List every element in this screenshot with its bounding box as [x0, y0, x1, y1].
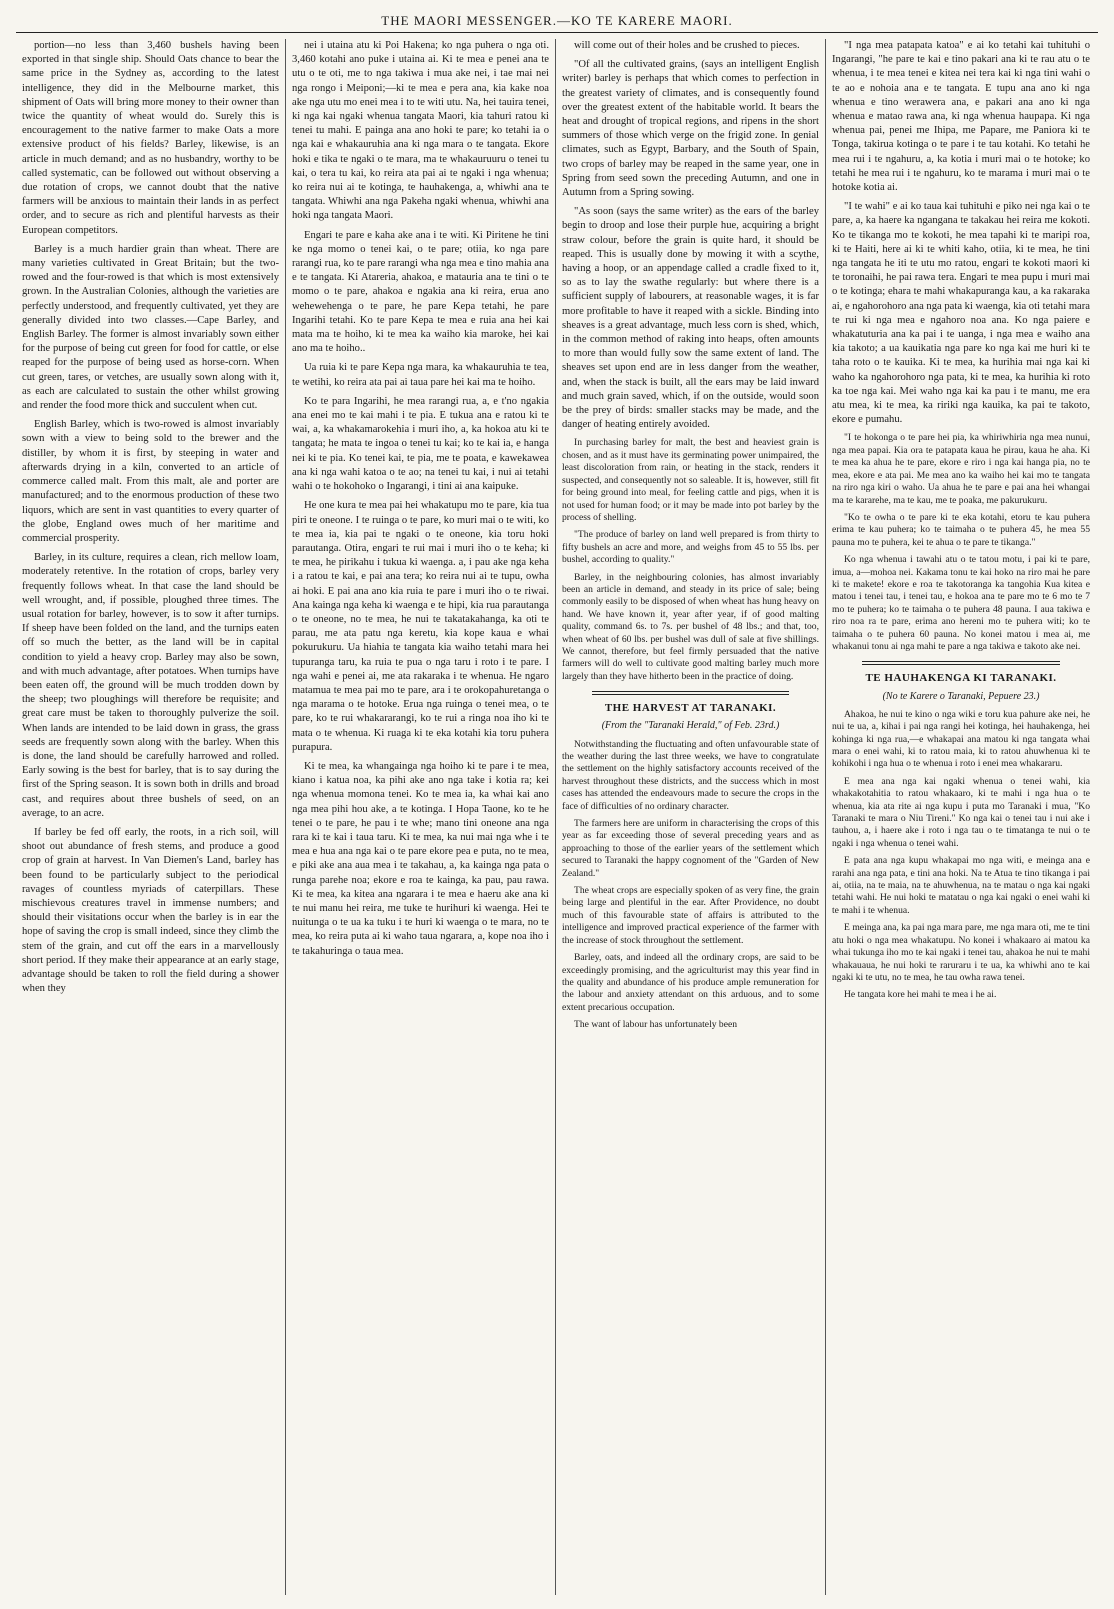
paragraph: E meinga ana, ka pai nga mara pare, me nga mara oti, me te tini atu hoki o nga mea whakatupu. No konei i whakaaro ai matou ka whai tukunga iho mo te kai ngaki i tenei tau, ahakoa he nui te mahi whakauaua, he nui hoki te raruraru i te ua, ka whiwhi ano te kai ngaki ki te utu, no te mea, he tau owha rawa tenei. — [832, 922, 1090, 983]
small-print-section — [562, 437, 819, 683]
paragraph: "I te hokonga o te pare hei pia, ka whiriwhiria nga mea nunui, nga mea papai. Kia ora te patapata kaua he pirau, kaua he aha. Ki te mea ka ahua he te pare, ekore e riro i nga kai hanga pia, no te mea, ekore e ata pai. Me mea ano ka waiho hei kai mo te tangata na riro nga kiri o waho. Ua ahua he te pare e pai ana hei whangai ma te kararehe, ma te kau, me te poaka, me pakurukuru. — [832, 432, 1090, 506]
paragraph: In purchasing barley for malt, the best and heaviest grain is chosen, and as it must have its germinating power unimpaired, the least discoloration from rain, or heating in the stack, renders it suspected, and consequently not so saleable. It is, however, still fit for being ground into meal, for feeling cattle and pigs, when it is not used for human food; or it may be made into pot barley by the process of shelling. — [562, 437, 819, 523]
paragraph: Ua ruia ki te pare Kepa nga mara, ka whakauruhia te tea, te wetihi, ko reira ata pai ai taua pare hei kai ma te hoiho. — [292, 362, 549, 388]
paragraph: The wheat crops are especially spoken of as very fine, the grain being large and plentiful in the ear. After Providence, no doubt much of this favourable state of affairs is attributed to the intelligence and improved practical experience of the farmer with the increase of stock throughout the settlement. — [562, 885, 819, 946]
article-heading: THE HARVEST AT TARANAKI. — [604, 702, 777, 715]
paragraph: "Ko te owha o te pare ki te eka kotahi, etoru te kau puhera erima te kau puhera; ko te taimaha o te puhera 45, he mea 55 pauna mo te puhera, kei te ahua o te pare te tikanga." — [832, 511, 1090, 548]
paragraph: nei i utaina atu ki Poi Hakena; ko nga puhera o nga oti. 3,460 kotahi ano puke i utaina ai. Ki te mea e penei ana te utu o te oti, me to nga takiwa i mua ake nei, i tae mai nei nga rongo i Meiponi;—ki te mea e pera ana, kia kake noa ake nga utu mo enei mea i to te witi utu. Na, hei tauira tenei, ki nga kai ngaki whenua tangata Maori, kia tahuri ratou ki tenei tu mahi. E painga ana ano hoki te pare; ko tetahi ia o nga kai e whakauruhia ana ki nga mara o te tangata. Ekore hoki e tika te ngaki o te mara, ma te whakauruuru o tenei tu kai, o tera tu kai, ko reira ata pai ai te ngaki i nga whenua; ko reira nui ai te kotinga, te hauhakenga, a, whiwhi ana te tangata. Whiwhi ana nga Pakeha ngaki whenua, whiwhi ana hoki nga tangata Maori. — [292, 40, 549, 222]
paragraph: Notwithstanding the fluctuating and often unfavourable state of the weather during the last three weeks, we have to congratulate the settlement on the highly satisfactory accounts received of the harvest throughout these districts, and the success which in most cases has attended the endeavours made to secure the crops in the face of difficulties of no ordinary character. — [562, 738, 819, 812]
paragraph: Barley, in its culture, requires a clean, rich mellow loam, moderately retentive. In the rotation of crops, barley very frequently follows wheat. In that case the land should be well wrought, and, if possible, ploughed three times. The usual rotation for barley, however, is to sow it after turnips. If sheep have been folded on the land, and the turnips eaten off so much the better, as the land will be in capital condition to yield a heavy crop. Barley may also be sown, and with much advantage, after potatoes. When turnips have been eaten off, the ground will be much trodden down by the sheep; two ploughings will therefore be requisite; and great care must be taken to thoroughly pulverize the soil. When lands are intended to be laid down in grass, the grass seeds are frequently sown along with the barley. When this is done, the land should be carefully harrowed and rolled. Early sowing is the best for barley, that is to say during the first of the Spring season. It is sown both in drills and broad cast, and requires about three bushels of seed, on an average, to an acre. — [22, 552, 279, 819]
small-print-section — [832, 432, 1090, 653]
paragraph: E mea ana nga kai ngaki whenua o tenei wahi, kia whakakotahitia to ratou whakaaro, ki te mahi i nga hua o te whenua, kia ata rite ai nga kupu i puta mo Taranaki i mua, "Ko Taranaki te mara o Niu Tireni." Ko nga kai o tenei tau i nui ake i tauhou, a, i haere ake i roto i nga tau o te timatanga te nui o te ngaki i nga whenua o tenei wahi. — [832, 775, 1090, 849]
article-source: (No te Karere o Taranaki, Pepuere 23.) — [882, 690, 1040, 702]
paragraph: Ko te para Ingarihi, he mea rarangi rua, a, e t'no ngakia ana enei mo te kai mahi i te pia. E tukua ana e ratou ki te wai, a, ka whakamarokehia i muri iho, a, ka hokoa atu ki te tangata; he mata te ingoa o tenei tu kai; ko te kai ia, e hanga nei ki te pia. Ko tenei kai, te pia, me te poata, e kawekawea ana ki nga wahi katoa o te ao; na tenei tu kai, i nui ai tetahi wahi o te hokohoko o Ingarangi, i tini ai ana kaipuke. — [292, 395, 549, 493]
paragraph: "As soon (says the same writer) as the ears of the barley begin to droop and lose their purple hue, acquiring a bright straw colour, before the grain is quite hard, it should be reaped. This is usually done by mowing it with a scythe, having a hoop, or an appendage called a cradle fixed to it, so as to lay the swathe regularly: but where there is a sufficient supply of labourers, at reasonable wages, it is far more profitable to have it reaped with a sickle. Binding into sheaves is a great advantage, much less corn is shed, which, in the common method of raking into heaps, often amounts to more than would fully sow the same extent of land. The sheaves set upon end are in less danger from the weather, and, when the stack is built, all the ears may be laid inward and much grain saved, which, if on the outside, would soon be the prey of birds: smaller stacks may be made, and the danger of heating entirely avoided. — [562, 206, 819, 431]
harvest-article — [562, 739, 819, 1032]
paragraph: "I nga mea patapata katoa" e ai ko tetahi kai tuhituhi o Ingarangi, "he pare te kai e tino pakari ana ki te rau atu o te whenua, i te mea tenei e kitea nei tera kai ki nga tini wahi o te ao e nohoia ana e te tangata. E tupu ana ano ki nga whenua e tino werawera ana, e pakari ana ano ki nga whenua e matao rawa ana, ki nga whenua haupapa. Ki nga whenua pai, penei me Ihipa, me Papare, me Paniora ki te Tonga, takirua kotinga o te pare i te tau kotahi. Ko tetahi he mea rui i te ngahuru, a, ka kotia i muri mai o te hotoke; ko tetahi he mea rui i te ngahuru, ko te marama i muri mai o te hotoke kotia ai. — [832, 40, 1090, 194]
column-2 — [286, 39, 556, 1595]
paragraph: portion—no less than 3,460 bushels having been exported in that single ship. Should Oats chance to bear the same price in the Sydney as, according to the latest intelligence, they did in the Melbourne market, this shipment of Oats will bring more money to their owner than twice the quantity of wheat would do. Surely this is encouragement to the native farmer to make Oats a more extensive product of his fields? Barley, likewise, is an article in much demand; and as no husbandry, worthy to be called systematic, can be followed out without observing a due rotation of crops, we cannot doubt that the native farmers will be anxious to maintain their lands in as perfect order, and to secure as rich and plentiful harvests as their European competitors. — [22, 40, 279, 236]
article-source: (From the "Taranaki Herald," of Feb. 23rd.) — [601, 720, 780, 732]
masthead: THE MAORI MESSENGER.—KO TE KARERE MAORI. — [16, 10, 1098, 33]
paragraph: Ko nga whenua i tawahi atu o te tatou motu, i pai ki te pare, imua, a—mohoa nei. Kakama tonu te kai hoko na riro mai he pare ki te makete! ekore e roa te takotoranga ka tangohia Kua kitea e matou i tenei tau, i tenei tau, e hokoa ana te pare mo te 6 mo te 7 mo te puhera; ko te taimaha o te puhera 48 pauna. I aua takiwa e riro noa ra te pare, erima ano hereni mo te puhera witi; ko te taimaha o te puhera 60 pauna. No konei matou i mea ai, me whakanui tonu ai nga mahi te pare a nga takiwa e takoto ake nei. — [832, 554, 1090, 652]
paragraph: Barley, in the neighbouring colonies, has almost invariably been an article in demand, and steady in its price of sale; being commonly easily to be disposed of when wheat has hung heavy on hand. We have known it, year after year, if of good malting quality, command 6s. to 7s. per bushel of 48 lbs.; and that, too, when wheat of 60 lbs. per bushel was dull of sale at five shillings. We cannot, therefore, but feel firmly persuaded that the native farmers will do well to cultivate good malting barley much more largely than they have hitherto been in the practice of doing. — [562, 571, 819, 682]
paragraph: The farmers here are uniform in characterising the crops of this year as far exceeding those of several preceding years and as approaching to those of the earlier years of the settlement which secured to Taranaki the happy cognoment of the "Garden of New Zealand." — [562, 818, 819, 879]
columns — [16, 39, 1098, 1595]
column-1 — [16, 39, 286, 1595]
paragraph: He one kura te mea pai hei whakatupu mo te pare, kia tua piri te oneone. I te ruinga o te pare, ko muri mai o te witi, ko te mea ia, kia pai te ngaki o te oneone, kia toru hoki parautanga. Otira, engari te rui mai i muri iho o te keha; ki te mea, he pirikahu i tukua ki waenga. a, i pau ake nga keha i a ratou te kai, e pai ana tera; ko reira nui ai te tupu, owha ai hoki. E pai ana ano kia ruia te pare i muri iho o te riwai. Ana kainga nga keha ki waenga e te hipi, kia rua parautanga o te oneone, no te mea, he nui te takatakahanga, ka oti te parau, me ata patu nga keretu, kia kope kaua e whai pokurukuru. Ua hiahia te tangata kia waiho tetahi mara hei tupuranga taru, ka ruia te pua o nga taru i roto i te pare. I nga wahi e penei ai, me ata rakaraka i te whenua. He ngaro matamua te mea pai mo te pare, ara i te orokopahuretanga o nga marama o te hotoke. Erua nga ruinga o tenei mea, o te pare, ko te rui whakararangi, ko te rui a ringa noa iho ki te mata o te whenua. Ki ruaga ki te eka kotahi kia toru puhera purapura. — [292, 500, 549, 753]
section-divider — [592, 691, 789, 695]
paragraph: Engari te pare e kaha ake ana i te witi. Ki Piritene he tini ke nga momo o tenei kai, o te pare; otiia, ko nga pare rarangi rua, ko te pare rarangi wha nga mea e tino mahia ana e te tangata. Ki Atareria, ahakoa, e matauria ana te tini o te momo o te pare, ahakoa e ngakia ana ki reira, erua ano wehewehenga o te pare, he pare Kepa tetahi, he pare Ingarihi tetahi. Ko te pare Kepa te mea e ruia ana hei kai mata ma te hoiho, ki te mea ka waiho kia maroke, hei kai ano ma te hoiho.. — [292, 229, 549, 355]
paragraph: E pata ana nga kupu whakapai mo nga witi, e meinga ana e rarahi ana nga pata, e tini ana hoki. Na te Atua te tino tikanga i pai ai, otiia, na te maia, na te ahuwhenua, na te matau o nga kai ngaki tetahi wahi. He nui hoki te matatau o nga kai ngaki o enei wahi ki te mahi i te whenua. — [832, 855, 1090, 916]
column-3 — [556, 39, 826, 1595]
paragraph: "The produce of barley on land well prepared is from thirty to fifty bushels an acre and more, and weighs from 45 to 55 lbs. per bushel, according to quality." — [562, 529, 819, 566]
paragraph: He tangata kore hei mahi te mea i he ai. — [844, 989, 997, 1001]
paragraph: Barley is a much hardier grain than wheat. There are many varieties cultivated in Great Britain; but the two-rowed and the four-rowed is that which is most extensively grown. In the Australian Colonies, although the varieties are perfectly understood, and frequently cultivated, yet they are generally divided into two classes.—Cape Barley, and English Barley. The former is almost invariably sown either for the purpose of being cut green for food for cattle, or else reaped for the purpose of being used as horse-corn. When cut green, tares, or vetches, are usually sown along with it, as each are calculated to sustain the other whilst growing and render the food more thick and succulent when cut. — [22, 243, 279, 412]
paragraph: The want of labour has unfortunately been — [574, 1019, 738, 1031]
paragraph: Ki te mea, ka whangainga nga hoiho ki te pare i te mea, kiano i katua noa, ka pihi ake ano nga take i kotia ra; kei nga whenua momona tenei. Ko te mea ia, ka whai kai ano nga mea pihi hou ake, a te kotinga. I Hopa Taone, ko te he tenei o te pare, he pau i te whe; mano tini oneone ana nga rara ki te kai i taua taru. Ki te mea, ka nui mai nga whe i te mea e hua ana nga kai o te pare ekore pea e puta, no te mea, e piki ake ana aua mea i te takahau, a, ka kainga nga pata o runga parehe noa; ekore e roa te kainga, ka pau, pau rawa. Ki te mea, ka kitea ana ngarara i te mea e haeru ake ana ki te nui manu hei reira, me tuke te hurihuri ki waenga. Hei te nuitunga o te ua ka tuku i te huri ki waenga o te mara, no te mea, ko reira puta ai ki waho taua ngarara, a, kope noa iho i te takahuringa o taua mea. — [292, 760, 549, 957]
paragraph: Ahakoa, he nui te kino o nga wiki e toru kua pahure ake nei, he nui te ua, a, kihai i pai nga rangi hei kotinga, hei hauhakenga, hei kohinga ki nga rua,—e whakapai ana matou ki nga tangata whai mara o enei wahi, ki to ratou maia, ki to ratou ahuwhenua ki te kohikohi i nga hua o te whenua i roto i enei mea whakararu. — [832, 708, 1090, 770]
paragraph: "Of all the cultivated grains, (says an intelligent English writer) barley is perhaps that which comes to perfection in the greatest variety of climates, and is consequently found over the greatest extent of the habitable world. It bears the heat and drought of tropical regions, and ripens in the short summers of those which verge on the frigid zone. In genial climates, such as Egypt, Barbary, and the South of Spain, two crops of barley may be reaped in the same year, one in Spring from seed sown the preceding Autumn, and one in Autumn from a Spring sowing. — [562, 59, 819, 199]
paragraph: English Barley, which is two-rowed is almost invariably sown with a view to being sold to the brewer and the distiller, by whom it is first, by steeping in water and afterwards drying in a kiln, converted to an article of commerce called malt. From this malt, ale and porter are manufactured; and to the enormous production of these two liquors, which are sent in vast quantities to every quarter of the globe, England owes much of her maritime and commercial prosperity. — [22, 419, 279, 544]
article-heading: TE HAUHAKENGA KI TARANAKI. — [865, 672, 1057, 685]
column-4 — [826, 39, 1096, 1595]
paragraph: will come out of their holes and be crushed to pieces. — [574, 40, 800, 51]
hauhakenga-article — [832, 709, 1090, 1002]
section-divider — [862, 661, 1060, 665]
paragraph: "I te wahi" e ai ko taua kai tuhituhi e piko nei nga kai o te pare, a, ka haere ka ngangana te takakau hei reira me kokoti. Ko te tikanga mo te kokoti, he mea tapahi ki te maripi roa, ki te Haiti, here ai ki te whiti kaho, otiia, ki te mea, he tini nga tangata he iti te utu mo ratou, engari te kokoti maori ki te toronaihi, he pai rawa tera. Engari te mea pupu i muri mai o te kotinga; ehara te mahi whakapuranga kau, a ka rakaraka ai, e ngahorohoro ana nga pata ki waenga, kia oti tetahi mara te rui ki nga mea e ngahoro noa ana. Ko nga paiere e whakatuturia ana ka pai i te uanga, i nga mea e waiho ana kia takoto; a ua kauikatia nga pare ko nga kai me huri ki te taha roto o te kauika. Ki te mea, ka hurihia mai nga kai ki waho ka ngahorohoro nga pata, ki te mea, ka hurihia ki roto ka toe nga kai. Mei waho nga kai ka pau i te manu, me era atu mea, ki te mea, ka ririki nga kauika, ka pai te takoto, ekore e pumahu. — [832, 201, 1090, 426]
paragraph: Barley, oats, and indeed all the ordinary crops, are said to be exceedingly promising, and the agriculturist may this year find in the quality and abundance of his produce ample remuneration for the labour and anxiety attendant on this arduous, and to some extent precarious occupation. — [562, 952, 819, 1013]
paragraph: If barley be fed off early, the roots, in a rich soil, will shoot out abundance of fresh stems, and produce a good crop of grain at harvest. In Van Diemen's Land, barley has been found to be particularly subject to the periodical ravages of countless myriads of caterpillars. These mischievous creatures travel in immense numbers; and should their visitations occur when the barley is in ear the hope of saving the crop is small indeed, since they climb the stem of the grain, and cut off the ears in a marvellously short period. If they make their appearance at an early stage, advantage should be taken to roll the field during a shower when they — [22, 826, 279, 995]
